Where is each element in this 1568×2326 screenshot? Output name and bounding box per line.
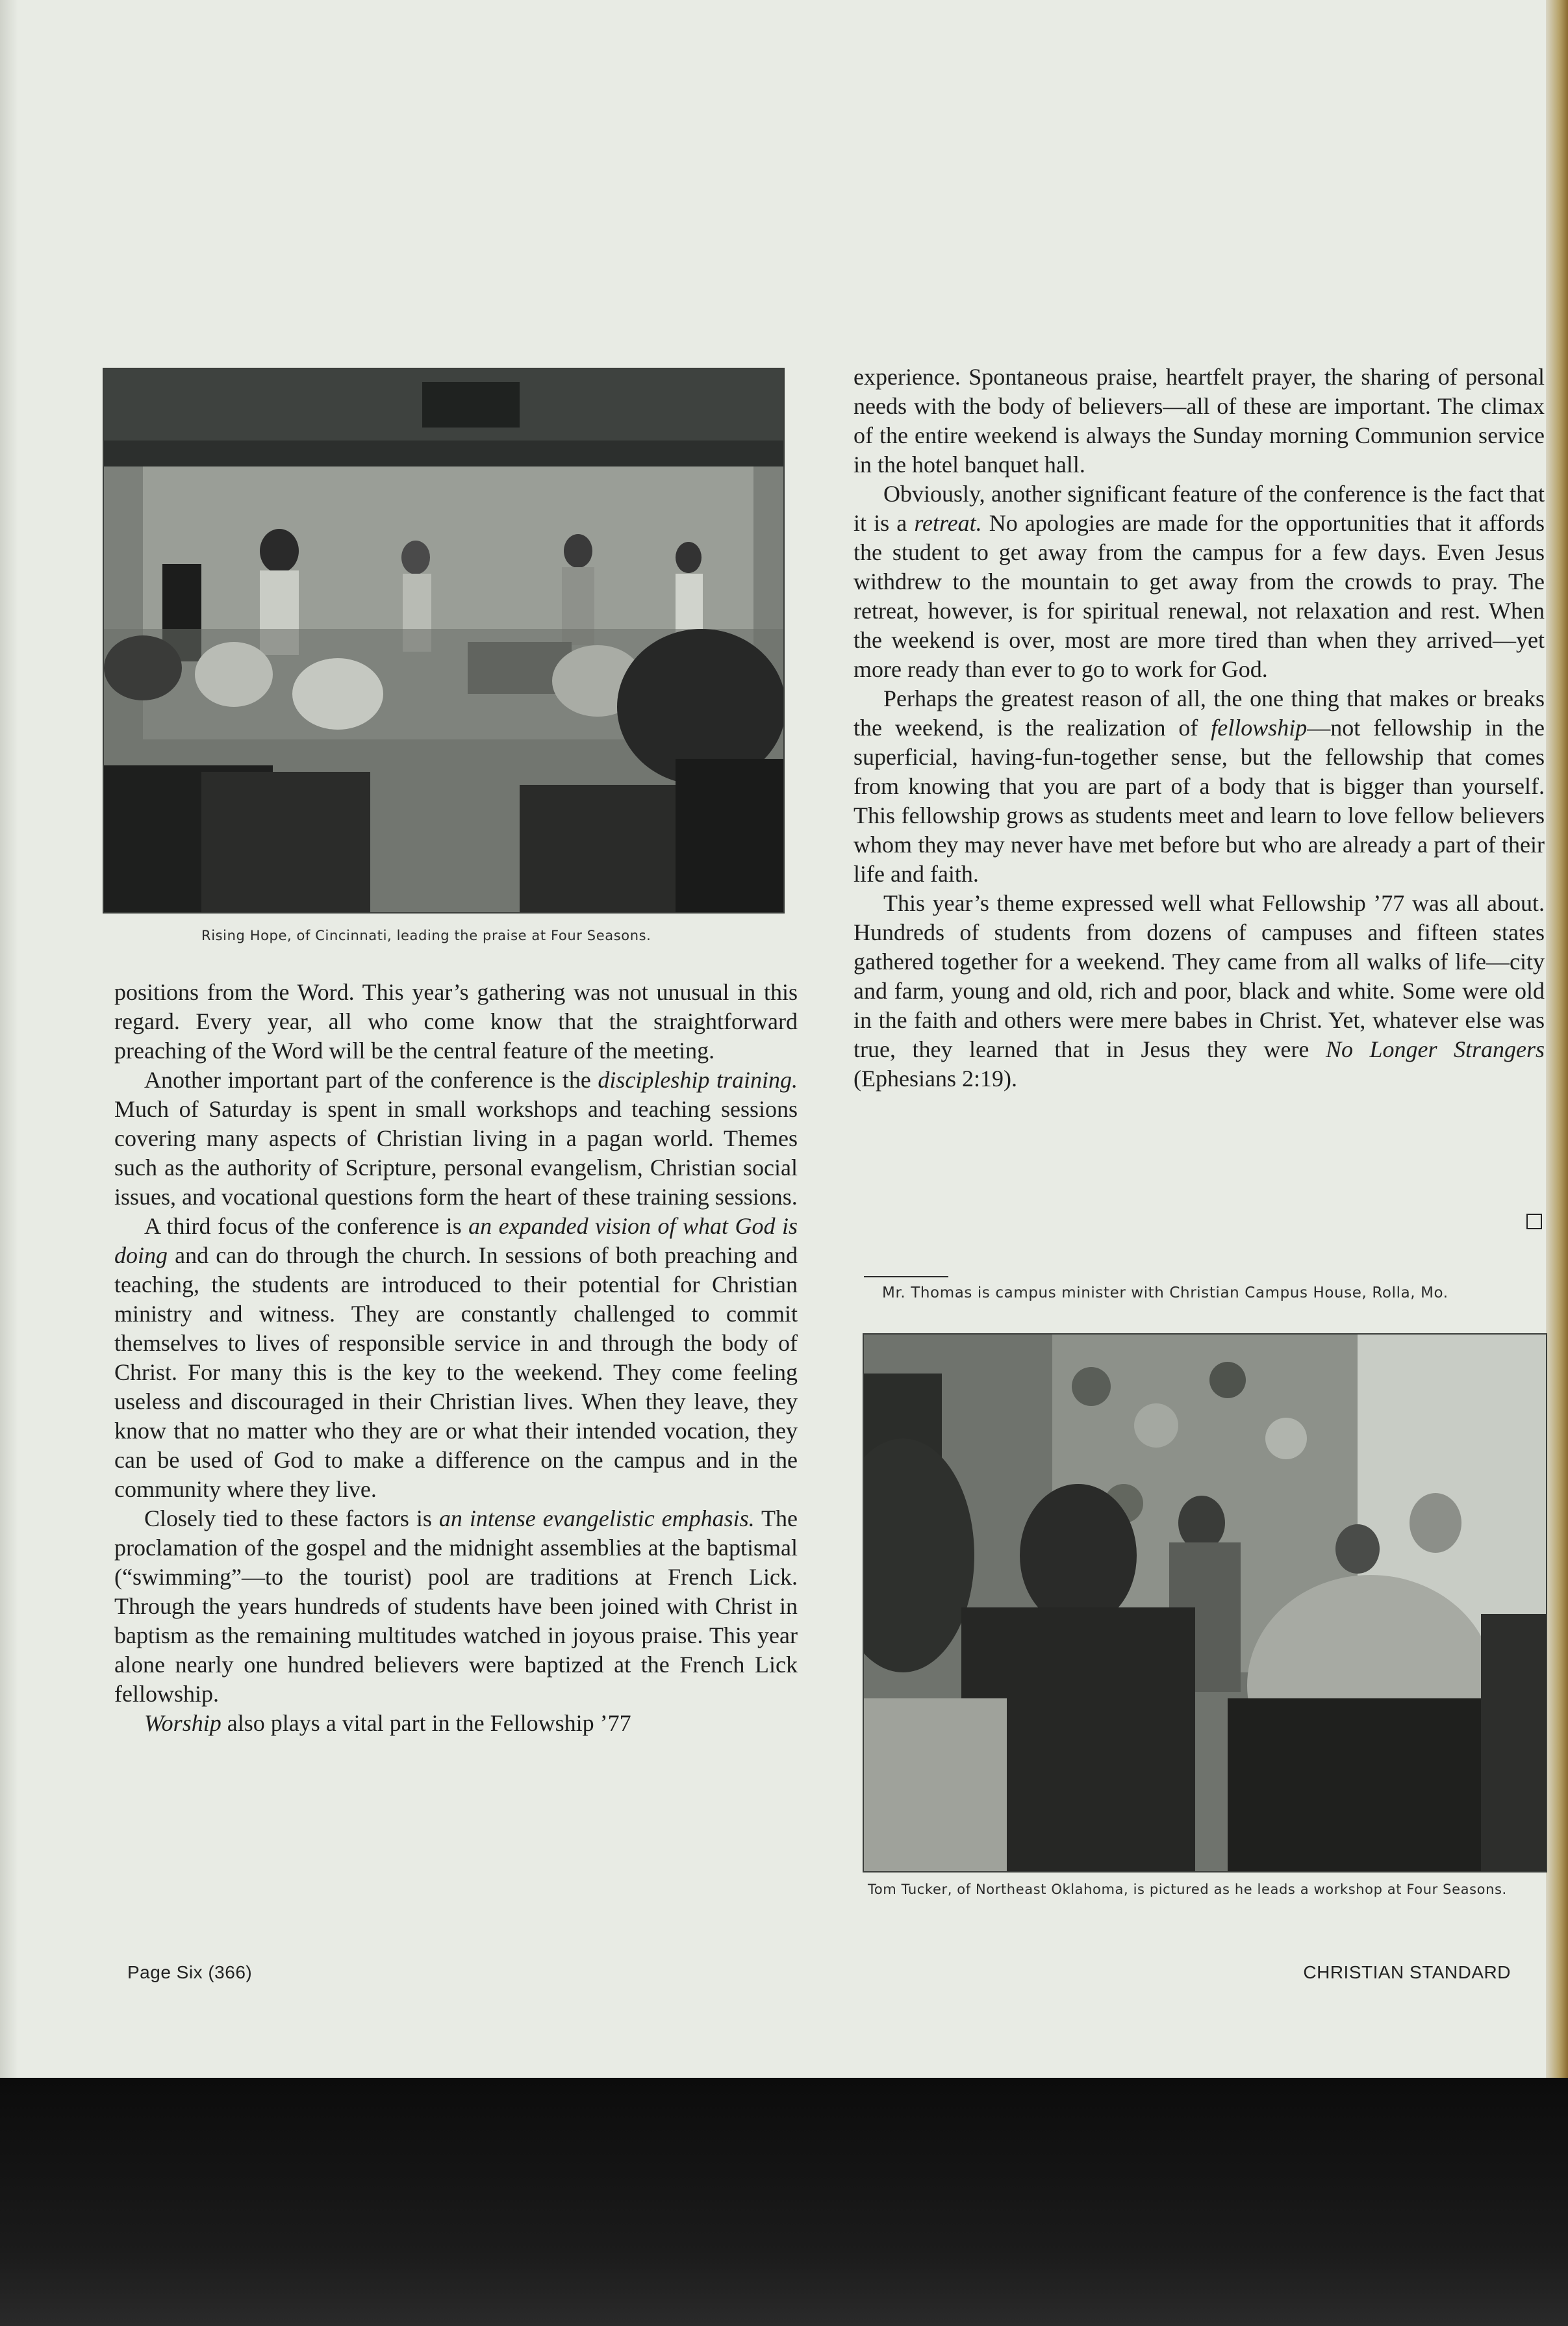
italic-text: discipleship training. bbox=[598, 1067, 798, 1093]
page-number: Page Six (366) bbox=[127, 1962, 253, 1982]
end-of-article-mark bbox=[1526, 1214, 1542, 1229]
background-surface bbox=[0, 2078, 1568, 2326]
text-run: No apologies are made for the opportunities that it affords the student to get away from the campus for a few days. Even Jesus withdrew to the mountain to get away from the crowds to pray. The retreat, however, is for spiritual renewal, not relaxation and rest. When the weekend is over, most are more tired than when they arrived—yet more ready than ever to go to work for God. bbox=[854, 510, 1545, 682]
paragraph: positions from the Word. This year’s gathering was not unusual in this regard. Every year, all who come know that the straightforward preaching of the Word will be the central feature of the meeting. bbox=[114, 979, 798, 1064]
text-run: A third focus of the conference is bbox=[144, 1213, 469, 1239]
italic-text: Worship bbox=[144, 1710, 221, 1736]
publication-name: CHRISTIAN STANDARD bbox=[1303, 1962, 1511, 1982]
text-run: Obviously, another significant feature of the conference is the fact that it is a bbox=[854, 481, 1545, 536]
author-note: Mr. Thomas is campus minister with Christian Campus House, Rolla, Mo. bbox=[882, 1284, 1448, 1301]
text-run: (Ephesians 2:19). bbox=[854, 1066, 1017, 1092]
paragraph bbox=[854, 889, 1545, 1093]
text-run: The proclamation of the gospel and the midnight assemblies at the baptismal (“swimming”—to the tourist) pool are traditions at French Lick. Through the years hundreds of students have been joined with Christ in baptism as the remaining multitudes watched in joyous praise. This year alone nearly one hundred believers were baptized at the French Lick fellowship. bbox=[114, 1505, 798, 1707]
gutter-shadow bbox=[0, 0, 18, 2078]
footnote-rule bbox=[864, 1276, 948, 1277]
page-edge bbox=[1546, 0, 1568, 2078]
paragraph bbox=[854, 479, 1545, 684]
photo-workshop bbox=[863, 1333, 1547, 1872]
text-run: Another important part of the conference is the bbox=[144, 1067, 598, 1093]
paragraph: experience. Spontaneous praise, heartfelt prayer, the sharing of personal needs with the body of believers—all of these are important. The climax of the entire weekend is always the Sunday morning Communion service in the hotel banquet hall. bbox=[854, 364, 1545, 478]
photo-band-on-stage bbox=[103, 368, 785, 914]
paragraph bbox=[114, 1504, 798, 1709]
article-left-column bbox=[114, 978, 798, 1738]
paragraph bbox=[114, 1212, 798, 1504]
italic-text: fellowship bbox=[1211, 715, 1308, 741]
article-right-column bbox=[854, 363, 1545, 1093]
italic-text: an intense evangelistic emphasis. bbox=[438, 1505, 755, 1531]
photo-caption-band: Rising Hope, of Cincinnati, leading the praise at Four Seasons. bbox=[201, 928, 651, 943]
band-photo-illustration bbox=[104, 369, 783, 912]
paragraph bbox=[854, 684, 1545, 889]
text-run: —not fellowship in the superficial, having-fun-together sense, but the fellowship that comes from knowing that you are part of a body that is bigger than yourself. This fellowship grows as students meet and learn to love fellow believers whom they may never have met before but who are already a part of their life and faith. bbox=[854, 715, 1545, 887]
text-run: Perhaps the greatest reason of all, the one thing that makes or breaks the weekend, is the realization of bbox=[854, 685, 1545, 741]
workshop-photo-illustration bbox=[864, 1335, 1546, 1871]
photo-caption-workshop: Tom Tucker, of Northeast Oklahoma, is pictured as he leads a workshop at Four Seasons. bbox=[868, 1882, 1507, 1897]
paragraph bbox=[114, 1066, 798, 1212]
text-run: also plays a vital part in the Fellowship ’77 bbox=[221, 1710, 631, 1736]
italic-text: an expanded vision of what God is doing bbox=[114, 1213, 798, 1268]
text-run: and can do through the church. In sessions of both preaching and teaching, the students are introduced to their potential for Christian ministry and witness. They are constantly challenged to commit themselves to lives of responsible service in and through the body of Christ. For many this is the key to the weekend. They come feeling useless and discouraged in their Christian lives. When they leave, they know that no matter who they are or what their intended vocation, they can be used of God to make a difference on the campus and in the community where they live. bbox=[114, 1242, 798, 1502]
text-run: Much of Saturday is spent in small workshops and teaching sessions covering many aspects of Christian living in a pagan world. Themes such as the authority of Scripture, personal evangelism, Christian social issues, and vocational questions form the heart of these training sessions. bbox=[114, 1096, 798, 1210]
text-run: This year’s theme expressed well what Fellowship ’77 was all about. Hundreds of students from dozens of campuses and fifteen states gathered together for a weekend. They came from all walks of life—city and farm, young and old, rich and poor, black and white. Some were old in the faith and others were mere babes in Christ. Yet, whatever else was true, they learned that in Jesus they were bbox=[854, 890, 1545, 1062]
text-run: Closely tied to these factors is bbox=[144, 1505, 439, 1531]
paragraph bbox=[114, 1709, 798, 1738]
italic-text: retreat. bbox=[914, 510, 982, 536]
italic-text: No Longer Strangers bbox=[1325, 1036, 1545, 1062]
